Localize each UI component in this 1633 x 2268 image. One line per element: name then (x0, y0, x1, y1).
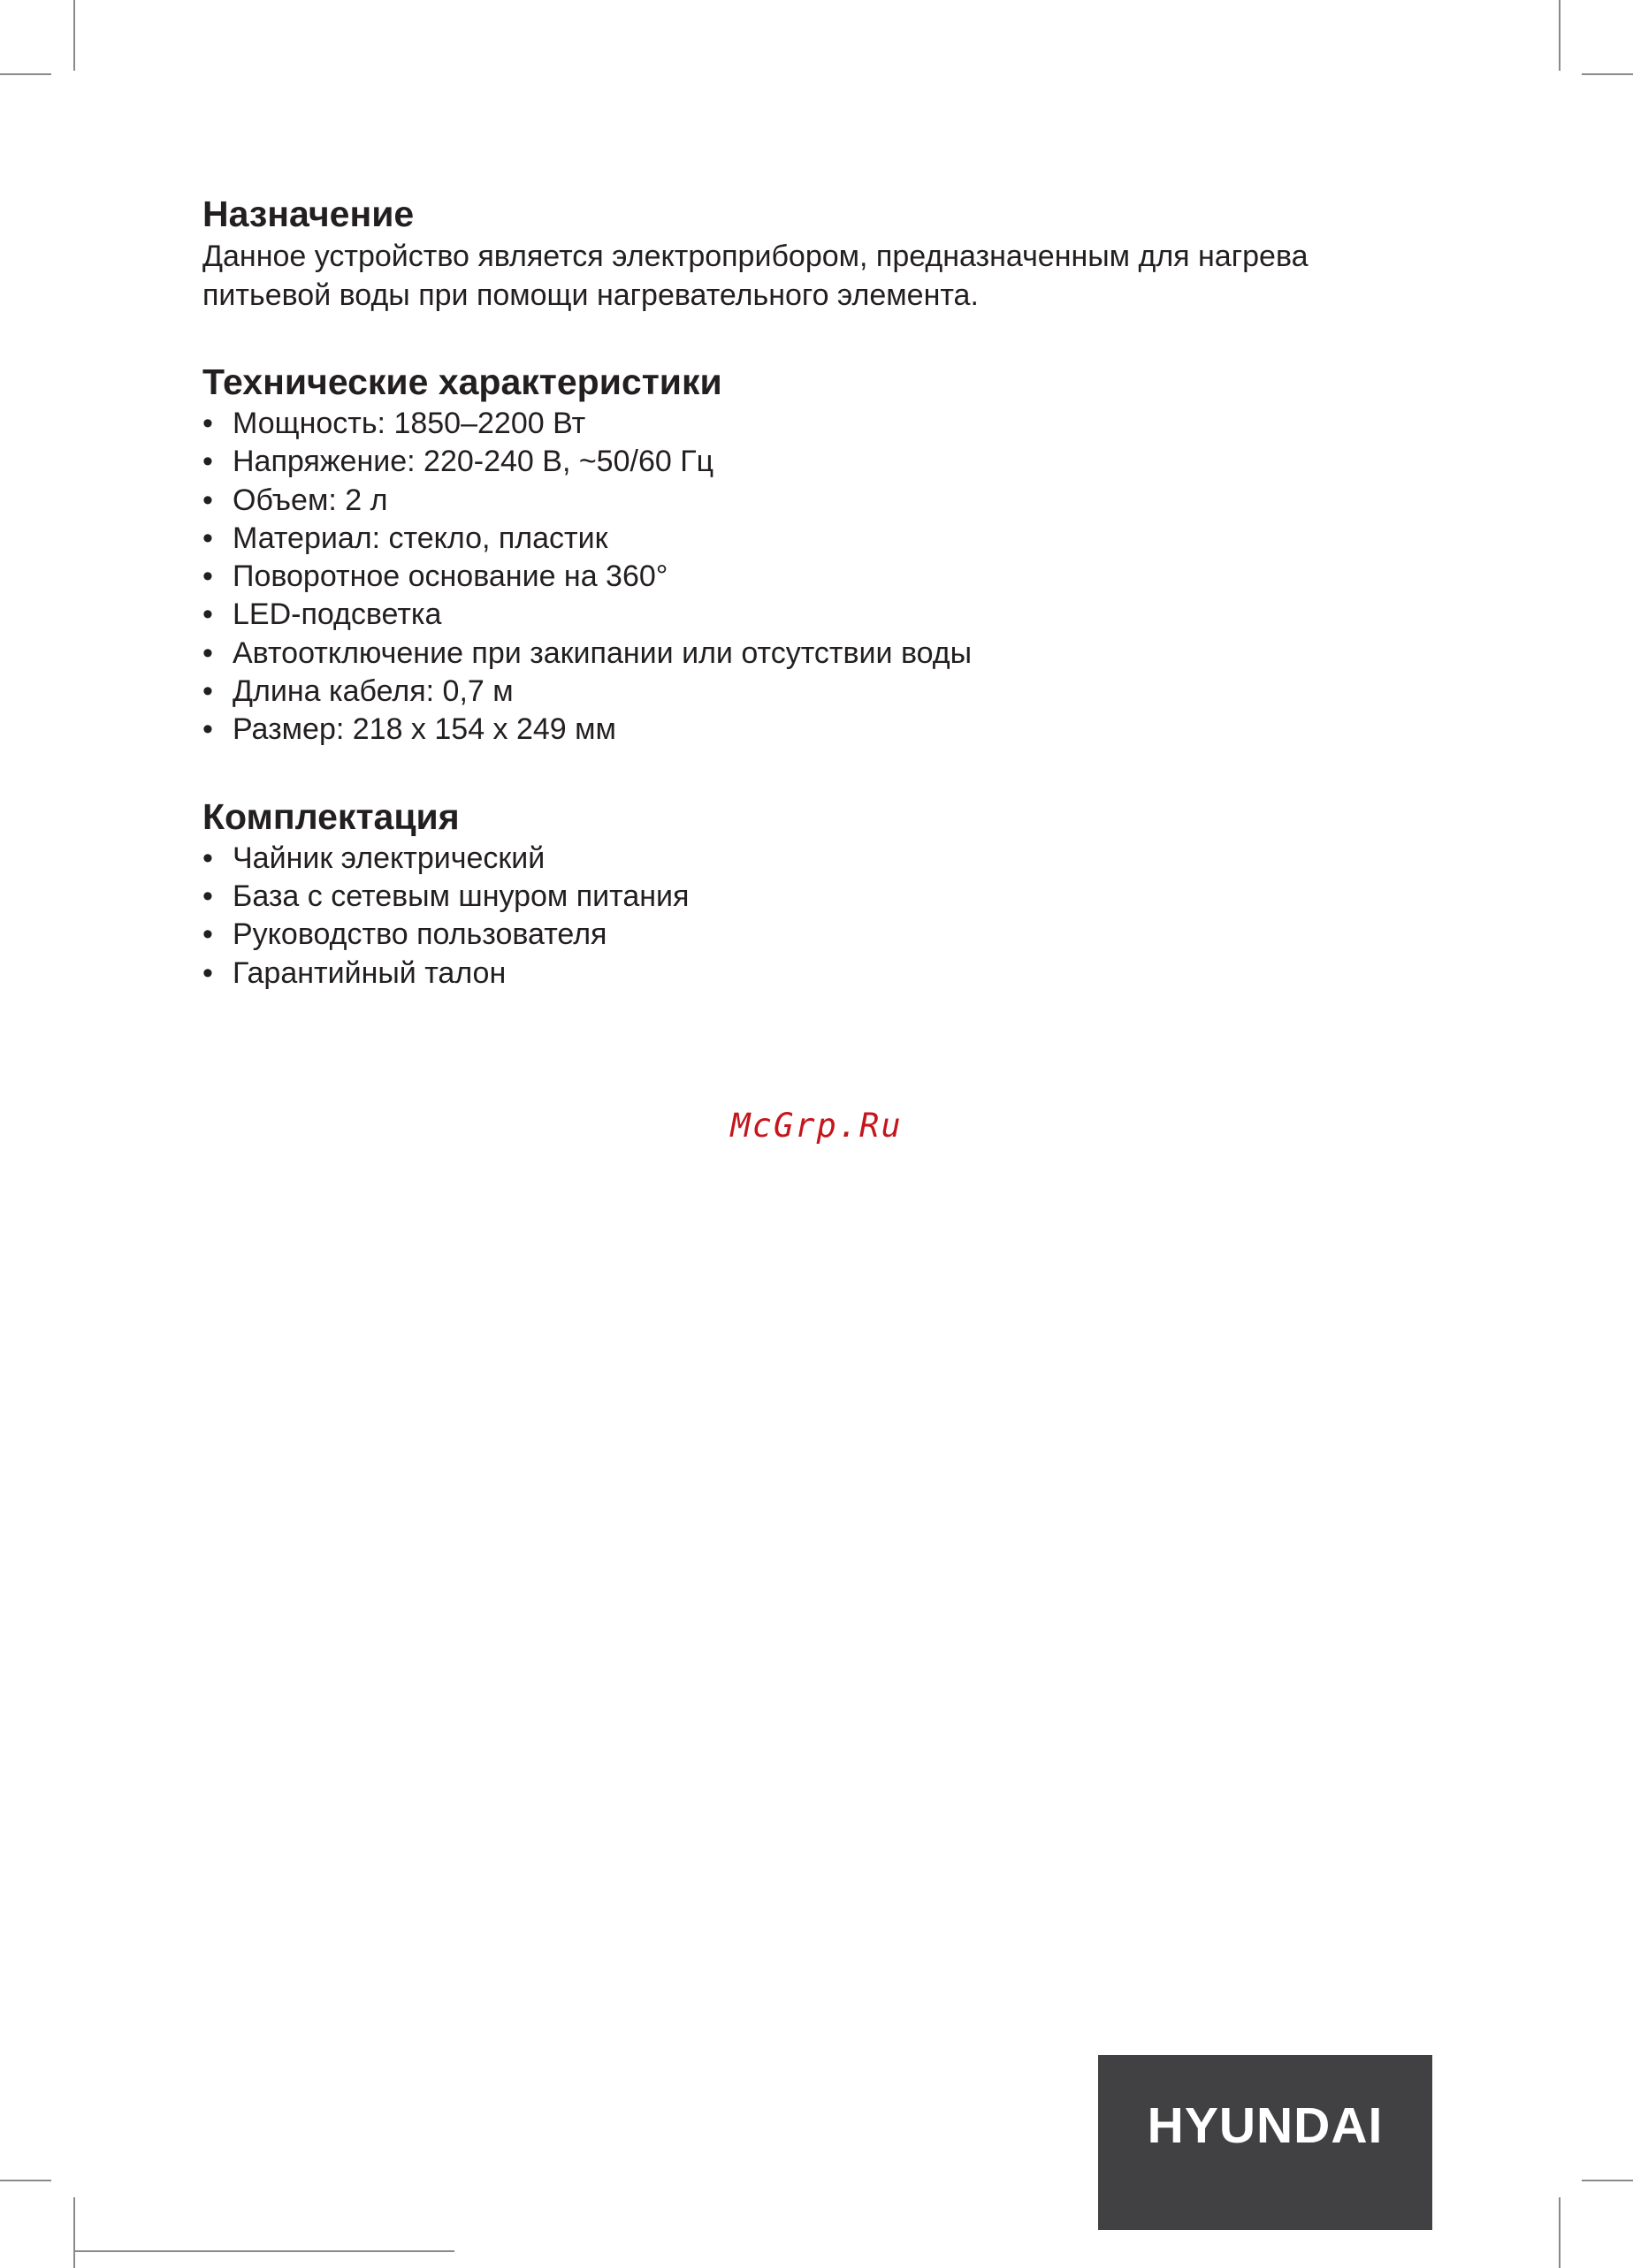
crop-mark (0, 73, 51, 75)
crop-mark (0, 2180, 51, 2181)
list-item: • Объем: 2 л (202, 482, 1458, 520)
list-item: • Поворотное основание на 360° (202, 558, 1458, 596)
section-title-purpose: Назначение (202, 194, 415, 234)
list-item: • Чайник электрический (202, 840, 1458, 878)
crop-mark (73, 0, 75, 71)
list-item: • Материал: стекло, пластик (202, 520, 1458, 558)
list-item: • Длина кабеля: 0,7 м (202, 673, 1458, 711)
list-item: • LED-подсветка (202, 596, 1458, 634)
section-title-package-contents: Комплектация (202, 795, 460, 837)
crop-mark (1582, 2180, 1633, 2181)
crop-mark (1559, 0, 1561, 71)
list-item: • Руководство пользователя (202, 916, 1458, 954)
list-item: • Напряжение: 220-240 В, ~50/60 Гц (202, 443, 1458, 481)
list-item: • Размер: 218 х 154 х 249 мм (202, 711, 1458, 749)
crop-mark (73, 2197, 75, 2268)
package-contents-list (202, 840, 1458, 993)
watermark-text: McGrp.Ru (730, 1107, 903, 1145)
list-item: • База с сетевым шнуром питания (202, 878, 1458, 916)
list-item: • Автоотключение при закипании или отсутствии воды (202, 635, 1458, 673)
document-content (202, 193, 1458, 1039)
bottom-rule (74, 2250, 454, 2252)
section-package-contents (202, 795, 1458, 993)
brand-logo (1098, 2055, 1432, 2230)
list-item: • Мощность: 1850–2200 Вт (202, 405, 1458, 443)
list-item: • Гарантийный талон (202, 955, 1458, 993)
section-purpose (202, 193, 1458, 315)
section-specifications (202, 361, 1458, 750)
crop-mark (1582, 73, 1633, 75)
purpose-paragraph: Данное устройство является электроприбором, предназначенным для нагрева питьевой воды при помощи нагревательного элемента. (202, 240, 1309, 312)
section-title-specifications: Технические характеристики (202, 362, 722, 402)
crop-mark (1559, 2197, 1561, 2268)
specifications-list (202, 405, 1458, 750)
brand-logo-text: HYUNDAI (1147, 2097, 1384, 2154)
